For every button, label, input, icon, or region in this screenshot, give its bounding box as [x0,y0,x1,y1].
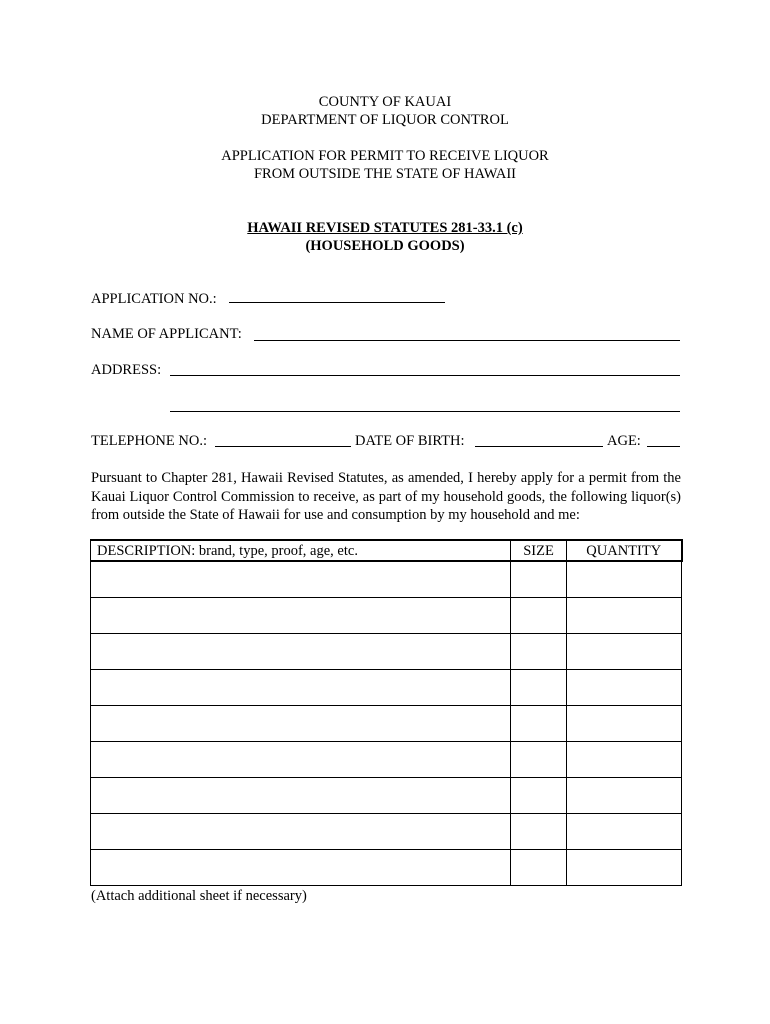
table-row [91,598,682,634]
age-field[interactable] [647,446,680,447]
address-field-line2[interactable] [170,411,680,412]
size-cell[interactable] [511,706,567,742]
size-cell[interactable] [511,561,567,598]
county-heading: COUNTY OF KAUAI [318,94,452,110]
size-cell[interactable] [511,814,567,850]
description-cell[interactable] [91,814,511,850]
description-cell[interactable] [91,561,511,598]
application-statement: Pursuant to Chapter 281, Hawaii Revised Statutes, as amended, I hereby apply for a permit from the Kauai Liquor Control Commission to receive, as part of my household goods, the following liquor(s) from outside the State of Hawaii for use and consumption by my household and me: [91,470,681,523]
size-cell[interactable] [511,598,567,634]
dob-field[interactable] [475,446,603,447]
quantity-cell[interactable] [567,706,682,742]
telephone-label: TELEPHONE NO.: [91,433,207,449]
category-heading: (HOUSEHOLD GOODS) [305,238,465,254]
size-cell[interactable] [511,670,567,706]
size-cell[interactable] [511,634,567,670]
table-header-row [91,540,682,561]
table-row [91,561,682,598]
table-row [91,778,682,814]
address-field-line1[interactable] [170,375,680,376]
table-row [91,814,682,850]
size-cell[interactable] [511,850,567,886]
table-row [91,742,682,778]
applicant-name-label: NAME OF APPLICANT: [91,326,242,342]
applicant-name-field[interactable] [254,340,680,341]
application-no-label: APPLICATION NO.: [91,291,217,307]
column-header-description: DESCRIPTION: brand, type, proof, age, etc. [91,540,511,561]
table-row [91,706,682,742]
application-no-field[interactable] [229,302,445,303]
age-label: AGE: [607,433,641,449]
description-cell[interactable] [91,598,511,634]
quantity-cell[interactable] [567,814,682,850]
quantity-cell[interactable] [567,742,682,778]
description-cell[interactable] [91,634,511,670]
table-row [91,634,682,670]
quantity-cell[interactable] [567,850,682,886]
quantity-cell[interactable] [567,634,682,670]
quantity-cell[interactable] [567,778,682,814]
attach-sheet-note: (Attach additional sheet if necessary) [91,888,307,904]
statute-reference: HAWAII REVISED STATUTES 281-33.1 (c) [247,220,523,236]
description-cell[interactable] [91,670,511,706]
dob-label: DATE OF BIRTH: [355,433,465,449]
quantity-cell[interactable] [567,598,682,634]
liquor-items-table [90,539,683,886]
telephone-field[interactable] [215,446,351,447]
description-cell[interactable] [91,742,511,778]
size-cell[interactable] [511,778,567,814]
table-row [91,850,682,886]
form-title-line2: FROM OUTSIDE THE STATE OF HAWAII [253,166,517,182]
description-cell[interactable] [91,706,511,742]
column-header-quantity: QUANTITY [567,540,682,561]
address-label: ADDRESS: [91,362,162,378]
column-header-size: SIZE [511,540,567,561]
quantity-cell[interactable] [567,561,682,598]
quantity-cell[interactable] [567,670,682,706]
form-title-line1: APPLICATION FOR PERMIT TO RECEIVE LIQUOR [221,148,549,164]
description-cell[interactable] [91,850,511,886]
department-heading: DEPARTMENT OF LIQUOR CONTROL [261,112,509,128]
description-cell[interactable] [91,778,511,814]
size-cell[interactable] [511,742,567,778]
table-row [91,670,682,706]
